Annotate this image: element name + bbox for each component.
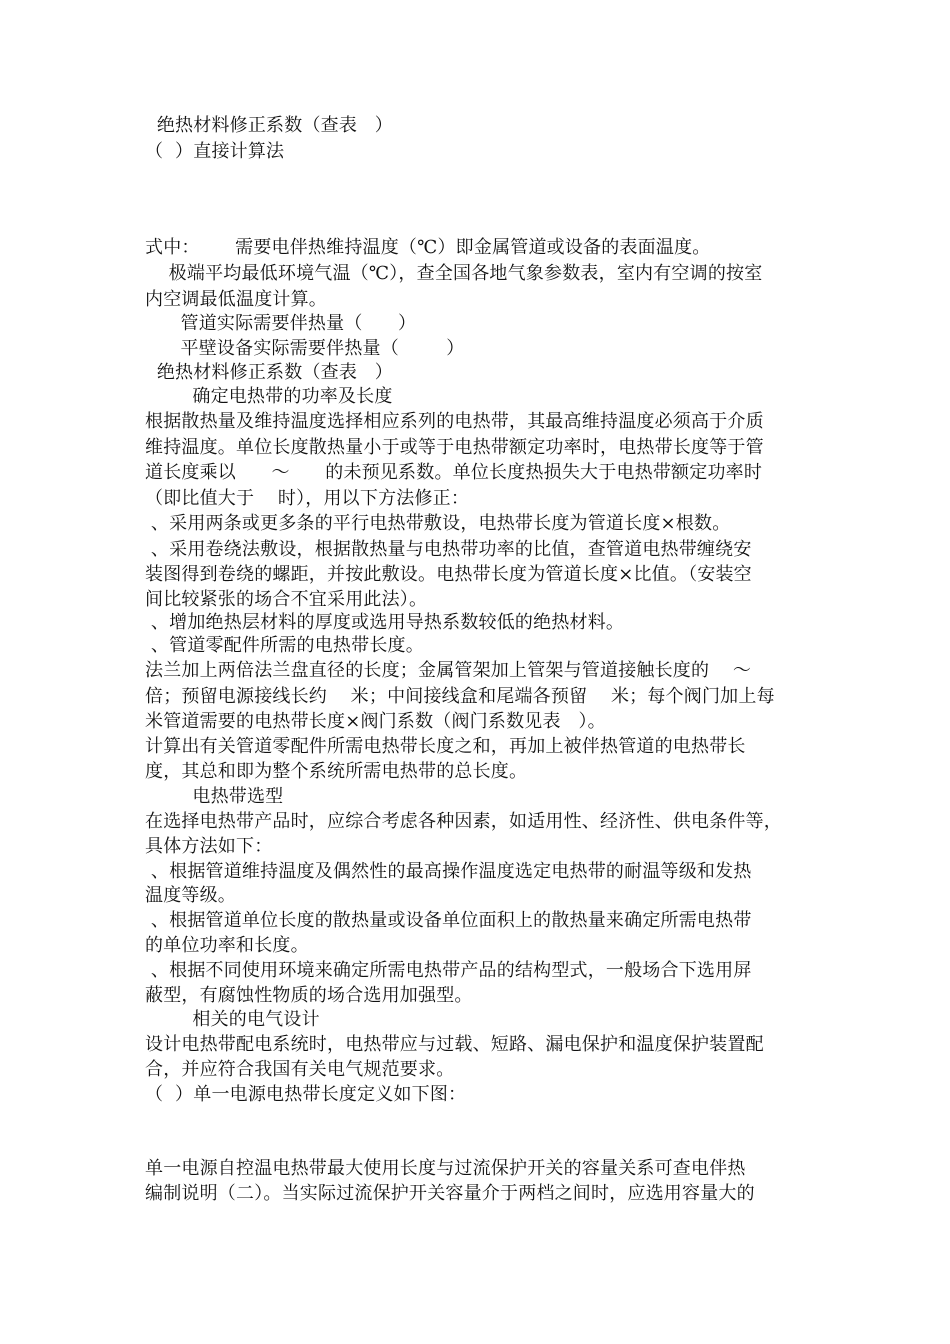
text-line: 蔽型，有腐蚀性物质的场合选用加强型。 — [145, 985, 473, 1006]
text-line: 米管道需要的电热带长度×阀门系数（阀门系数见表 ）。 — [145, 711, 606, 732]
section-heading: 电热带选型 — [145, 786, 284, 807]
text-line: 式中： 需要电伴热维持温度（℃）即金属管道或设备的表面温度。 — [145, 237, 711, 258]
text-line: 单一电源自控温电热带最大使用长度与过流保护开关的容量关系可查电伴热 — [145, 1158, 746, 1179]
text-line: 合，并应符合我国有关电气规范要求。 — [145, 1059, 455, 1080]
text-line: 编制说明（二）。当实际过流保护开关容量介于两档之间时，应选用容量大的 — [145, 1183, 755, 1204]
list-item: 、根据不同使用环境来确定所需电热带产品的结构型式，一般场合下选用屏 — [145, 960, 752, 981]
text-line: 倍；预留电源接线长约 米；中间接线盒和尾端各预留 米；每个阀门加上每 — [145, 686, 775, 707]
text-line: 绝热材料修正系数（查表 ） — [145, 362, 394, 383]
text-line: 极端平均最低环境气温（℃），查全国各地气象参数表，室内有空调的按室 — [145, 263, 763, 284]
text-line: 设计电热带配电系统时，电热带应与过载、短路、漏电保护和温度保护装置配 — [145, 1034, 764, 1055]
section-heading: 相关的电气设计 — [145, 1009, 320, 1030]
text-line: 间比较紧张的场合不宜采用此法）。 — [145, 589, 428, 610]
text-line: 根据散热量及维持温度选择相应系列的电热带，其最高维持温度必须高于介质 — [145, 411, 764, 432]
text-line: 在选择电热带产品时，应综合考虑各种因素，如适用性、经济性、供电条件等， — [145, 811, 782, 832]
list-item: 、增加绝热层材料的厚度或选用导热系数较低的绝热材料。 — [145, 612, 625, 633]
text-line: （ ）单一电源电热带长度定义如下图： — [145, 1084, 467, 1105]
text-line: 内空调最低温度计算。 — [145, 289, 327, 310]
list-item: 、管道零配件所需的电热带长度。 — [145, 635, 424, 656]
text-line: 度，其总和即为整个系统所需电热带的总长度。 — [145, 761, 528, 782]
text-line: 温度等级。 — [145, 885, 236, 906]
text-line: 法兰加上两倍法兰盘直径的长度；金属管架加上管架与管道接触长度的 ～ — [145, 660, 752, 681]
list-item: 、根据管道维持温度及偶然性的最高操作温度选定电热带的耐温等级和发热 — [145, 861, 752, 882]
text-line: 管道实际需要伴热量（ ） — [145, 313, 417, 334]
list-item: 、采用卷绕法敷设，根据散热量与电热带功率的比值，查管道电热带缠绕安 — [145, 539, 752, 560]
text-line: 计算出有关管道零配件所需电热带长度之和，再加上被伴热管道的电热带长 — [145, 736, 746, 757]
text-line: 道长度乘以 ～ 的未预见系数。单位长度热损失大于电热带额定功率时 — [145, 462, 763, 483]
list-item: 、采用两条或更多条的平行电热带敷设，电热带长度为管道长度×根数。 — [145, 513, 731, 534]
text-line: 的单位功率和长度。 — [145, 935, 309, 956]
text-line: 装图得到卷绕的螺距，并按此敷设。电热带长度为管道长度×比值。（安装空 — [145, 564, 752, 585]
text-line: （ ）直接计算法 — [145, 141, 285, 162]
text-line: 维持温度。单位长度散热量小于或等于电热带额定功率时，电热带长度等于管 — [145, 437, 764, 458]
text-line: 具体方法如下： — [145, 836, 273, 857]
text-line: 平壁设备实际需要伴热量（ ） — [145, 338, 465, 359]
text-line: 绝热材料修正系数（查表 ） — [145, 115, 394, 136]
section-heading: 确定电热带的功率及长度 — [145, 386, 393, 407]
list-item: 、根据管道单位长度的散热量或设备单位面积上的散热量来确定所需电热带 — [145, 910, 752, 931]
text-line: （即比值大于 时），用以下方法修正： — [145, 488, 470, 509]
